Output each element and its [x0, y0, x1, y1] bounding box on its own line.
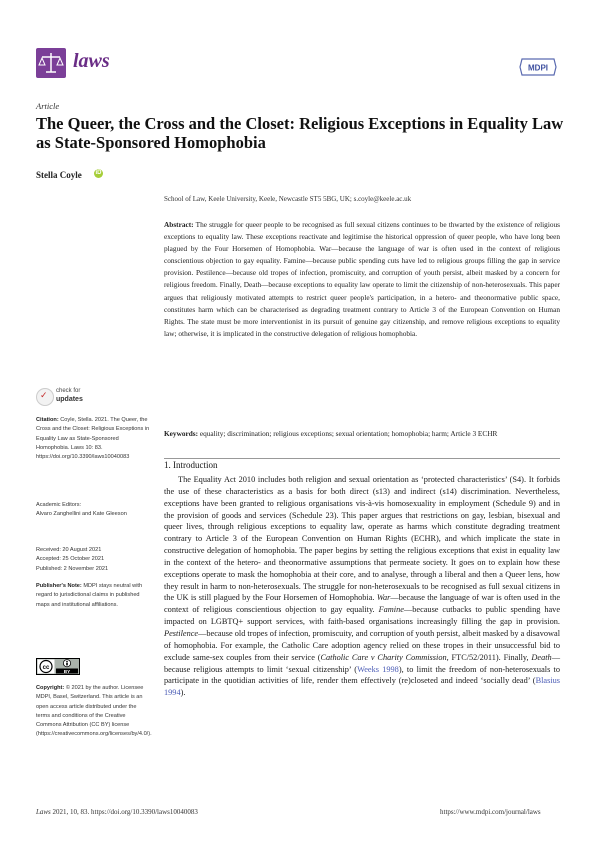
intro-text-1: The Equality Act 2010 includes both religion and sexual orientation as ‘protected characteristics’ (S4). It forbids the use of these characteristics as a basis for both direct (s13) and indirect (s14) discrimination. Nevertheless, exceptions have been granted to religious organisations vis-à-vis homosexuality in employment (Schedule 9) and in the provision of goods and services (Schedule 23). This paper argues that restrictions on gay, lesbian, bisexual and queer lives, through religious exceptions to equality law, operate as harms which constitute degrading treatment contrary to Article 3 of the European Convention on Human Rights (ECHR), and which implicate the state in constructive delegation of homophobia. The paper begins by setting the religious exceptions that exist in equality law in the context of the hetero- and theonormative assumptions that permeate society. It goes on to explain how these exceptions operate to mask the homophobia at their core, and to analyse, through a liberal and then a Queer lens, how they result in harm to non-heterosexuals. The struggle for non-heterosexuals to be recognised as full sexual citizens in the UK is still plagued by the Four Horsemen of Homophobia. [164, 475, 560, 603]
intro-text-5: , FTC/52/2011). Finally, [446, 652, 532, 662]
publisher-note-label: Publisher's Note: [36, 583, 82, 589]
cc-badge-text: cc [42, 665, 50, 671]
received-date: Received: 20 August 2021 [36, 547, 102, 553]
cc-by-icon [36, 658, 80, 675]
intro-text-3: —because cutbacks to public spending have impacted on LGBTQ+ support services, with faith-based organisations increasingly filling the gap in provision. [164, 605, 560, 627]
publisher-name: MDPI [528, 63, 548, 73]
divider [164, 458, 560, 459]
journal-name[interactable]: laws [73, 50, 110, 72]
intro-text-7: ), to limit the freedom of non-heterosexuals to participate in the quotidian activities of life, render them effectively (re)closeted and indeed ‘socially dead’ ( [164, 664, 560, 686]
page-title: The Queer, the Cross and the Closet: Religious Exceptions in Equality Law as State-Sponsored Homophobia [36, 114, 564, 152]
section-heading: 1. Introduction [164, 460, 218, 470]
abstract-label: Abstract: [164, 220, 194, 229]
intro-text-4: —because old tropes of infection, promiscuity, and corruption of youth persist, albeit masked by a disavowal of homophobia. For example, the Catholic Care adoption agency relied on these tropes in their unsuccessful bid to exclude same-sex couples from their service ( [164, 628, 560, 662]
intro-famine: Famine [378, 605, 404, 615]
intro-death: Death [531, 652, 552, 662]
journal-logo [36, 48, 66, 78]
intro-text-8: ). [180, 688, 186, 698]
intro-war: War [376, 593, 391, 603]
keywords-text: equality; discrimination; religious exceptions; sexual orientation; homophobia; harm; Article 3 ECHR [199, 429, 498, 438]
copyright-license [36, 684, 150, 740]
intro-pestilence: Pestilence [164, 628, 199, 638]
keywords [164, 428, 560, 440]
intro-case-name: Catholic Care v Charity Commission [320, 652, 447, 662]
introduction-paragraph [164, 474, 560, 699]
abstract [164, 219, 560, 340]
publisher-logo[interactable] [519, 58, 557, 76]
abstract-text: The struggle for queer people to be recognised as full sexual citizens continues to be thwarted by the existence of religious exceptions to equality law. These exceptions reactivate and legitimise the historical oppression of queer people, who have long been plagued by the Four Horsemen of Homophobia. War—because the language of war is often used in the context of religious conscientious objection to gay equality. Famine—because public spending cuts have led to religious groups filling the gap in service provision. Pestilence—because old tropes of infection, promiscuity, and corruption of youth persist, albeit masked by a concern for religious freedom. Finally, Death—because exceptions to equality law operate to limit the citizenship of non-heterosexuals. This paper argues that religiously motivated attempts to restrict queer people's participation, in a hetero- and theonormative public space, constitutes harm which can be characterised as degrading treatment contrary to Article 3 of the European Convention on Human Rights. The state must be more interventionist in its pursuit of genuine gay citizenship, and remove religious exceptions to equality law; otherwise, it is implicated in the constructive delegation of religious homophobia. [164, 220, 560, 338]
author-name[interactable]: Stella Coyle [36, 170, 82, 180]
cc-by-license-badge[interactable] [36, 658, 80, 675]
updates-text-bottom: updates [56, 396, 83, 403]
article-type: Article [36, 101, 60, 111]
reference-link-blasius[interactable]: Blasius 1994 [164, 676, 560, 698]
footer-journal: Laws [36, 808, 51, 816]
publisher-note [36, 582, 150, 610]
publisher-note-text: MDPI stays neutral with regard to jurisdictional claims in published maps and institutional affiliations. [36, 583, 143, 608]
accepted-date: Accepted: 25 October 2021 [36, 556, 105, 563]
intro-text-6: —because religious attempts to limit ‘sexual citizenship’ ( [164, 652, 560, 674]
affiliation: School of Law, Keele University, Keele, Newcastle ST5 5BG, UK; s.coyle@keele.ac.uk [164, 195, 412, 203]
citation-text: Coyle, Stella. 2021. The Queer, the Cross and the Closet: Religious Exceptions in Equality Law as State-Sponsored Homophobia. Laws 10: 83. https://doi.org/10.3390/laws10040083 [36, 417, 150, 461]
reference-link-weeks[interactable]: Weeks 1998 [357, 664, 399, 674]
copyright-text: © 2021 by the author. Licensee MDPI, Basel, Switzerland. This article is an open access article distributed under the terms and conditions of the Creative Commons Attribution (CC BY) license (https://creativecommons.org/licenses/by/4.0/). [36, 685, 152, 738]
intro-text-2: —because the language of war is often used in the context of religious conscientious objection to gay equality. [164, 593, 560, 615]
copyright-label: Copyright: [36, 685, 65, 691]
citation-label: Citation: [36, 417, 59, 423]
editors-label: Academic Editors: [36, 502, 82, 508]
keywords-label: Keywords: [164, 429, 199, 438]
mdpi-logo-icon [519, 58, 557, 76]
editors-names: Alvaro Zanghellini and Kate Gleeson [36, 511, 127, 517]
article-dates [36, 546, 150, 574]
citation [36, 416, 150, 462]
check-icon: ✓ [40, 391, 48, 401]
updates-text-top: check for [56, 388, 81, 394]
published-date: Published: 2 November 2021 [36, 565, 109, 572]
footer-journal-link[interactable]: https://www.mdpi.com/journal/laws [440, 808, 541, 816]
orcid-icon[interactable]: iD [95, 170, 102, 176]
scales-icon [36, 48, 66, 78]
footer-citation [36, 808, 198, 816]
by-badge-text: BY [63, 669, 71, 674]
footer-doi[interactable]: 2021, 10, 83. https://doi.org/10.3390/laws10040083 [52, 808, 198, 816]
